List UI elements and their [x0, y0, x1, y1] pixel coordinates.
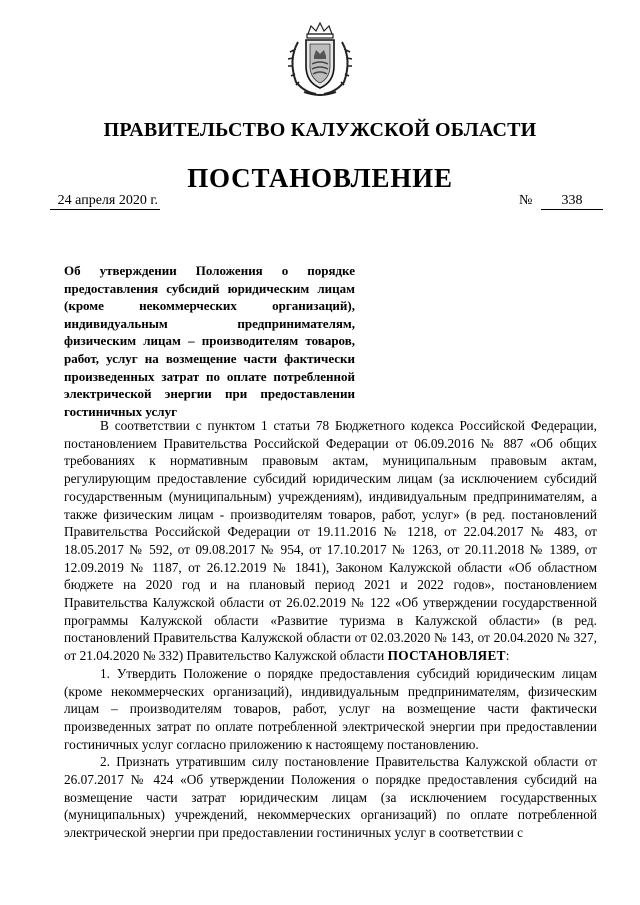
government-title: ПРАВИТЕЛЬСТВО КАЛУЖСКОЙ ОБЛАСТИ: [103, 119, 537, 141]
decree-colon: :: [505, 648, 510, 664]
document-body: [64, 417, 597, 842]
preamble-paragraph: [64, 417, 597, 665]
document-subject: [64, 262, 355, 420]
document-number-label: №: [519, 193, 533, 208]
subject-text: Об утверждении Положения о порядке предоставления субсидий юридическим лицам (кроме некоммерческих организаций), индивидуальным предпринимателям, физическим лицам – производителям товаров, работ, услуг на возмещение части фактически произведенных затрат по оплате потребленной электрической энергии при предоставлении гостиничных услуг: [64, 263, 355, 419]
preamble-text: В соответствии с пунктом 1 статьи 78 Бюджетного кодекса Российской Федерации, постановлением Правительства Российской Федерации от 06.09.2016 № 887 «Об общих требованиях к нормативным правовым актам, муниципальным правовым актам, регулирующим предоставление субсидий юридическим лицам (за исключением субсидий государственным (муниципальным) учреждениям), индивидуальным предпринимателям, а также физическим лицам - производителям товаров, работ, услуг» (в ред. постановлений Правительства Российской Федерации от 19.11.2016 № 1218, от 22.04.2017 № 483, от 18.05.2017 № 592, от 09.08.2017 № 954, от 17.10.2017 № 1263, от 20.11.2018 № 1389, от 12.09.2019 № 1187, от 26.12.2019 № 1841), Законом Калужской области «Об областном бюджете на 2020 год и на плановый период 2021 и 2022 годов», постановлением Правительства Калужской области от 26.02.2019 № 122 «Об утверждении государственной программы Калужской области «Развитие туризма в Калужской области» (в ред. постановлений Правительства Калужской области от 02.03.2020 № 143, от 20.04.2020 № 327, от 21.04.2020 № 332) Правительство Калужской области: [64, 418, 597, 664]
coat-of-arms-icon: [280, 20, 360, 100]
item-2-paragraph: 2. Признать утратившим силу постановление Правительства Калужской области от 26.07.2017 № 424 «Об утверждении Положения о порядке предоставления субсидий на возмещение части затрат юридическим лицам (за исключением государственных (муниципальных) учреждений, некоммерческих организаций) по оплате потребленной электрической энергии при предоставлении гостиничных услуг в соответствии с: [64, 754, 597, 841]
document-type-heading: ПОСТАНОВЛЕНИЕ: [187, 163, 453, 193]
document-number: 338: [541, 192, 603, 210]
item-1-paragraph: 1. Утвердить Положение о порядке предоставления субсидий юридическим лицам (кроме некоммерческих организаций), индивидуальным предпринимателям, физическим лицам – производителям товаров, работ, услуг на возмещение части фактически произведенных затрат по оплате потребленной электрической энергии при предоставлении гостиничных услуг согласно приложению к настоящему постановлению.: [64, 665, 597, 752]
document-date: 24 апреля 2020 г.: [50, 192, 160, 210]
decree-word: ПОСТАНОВЛЯЕТ: [387, 648, 506, 664]
